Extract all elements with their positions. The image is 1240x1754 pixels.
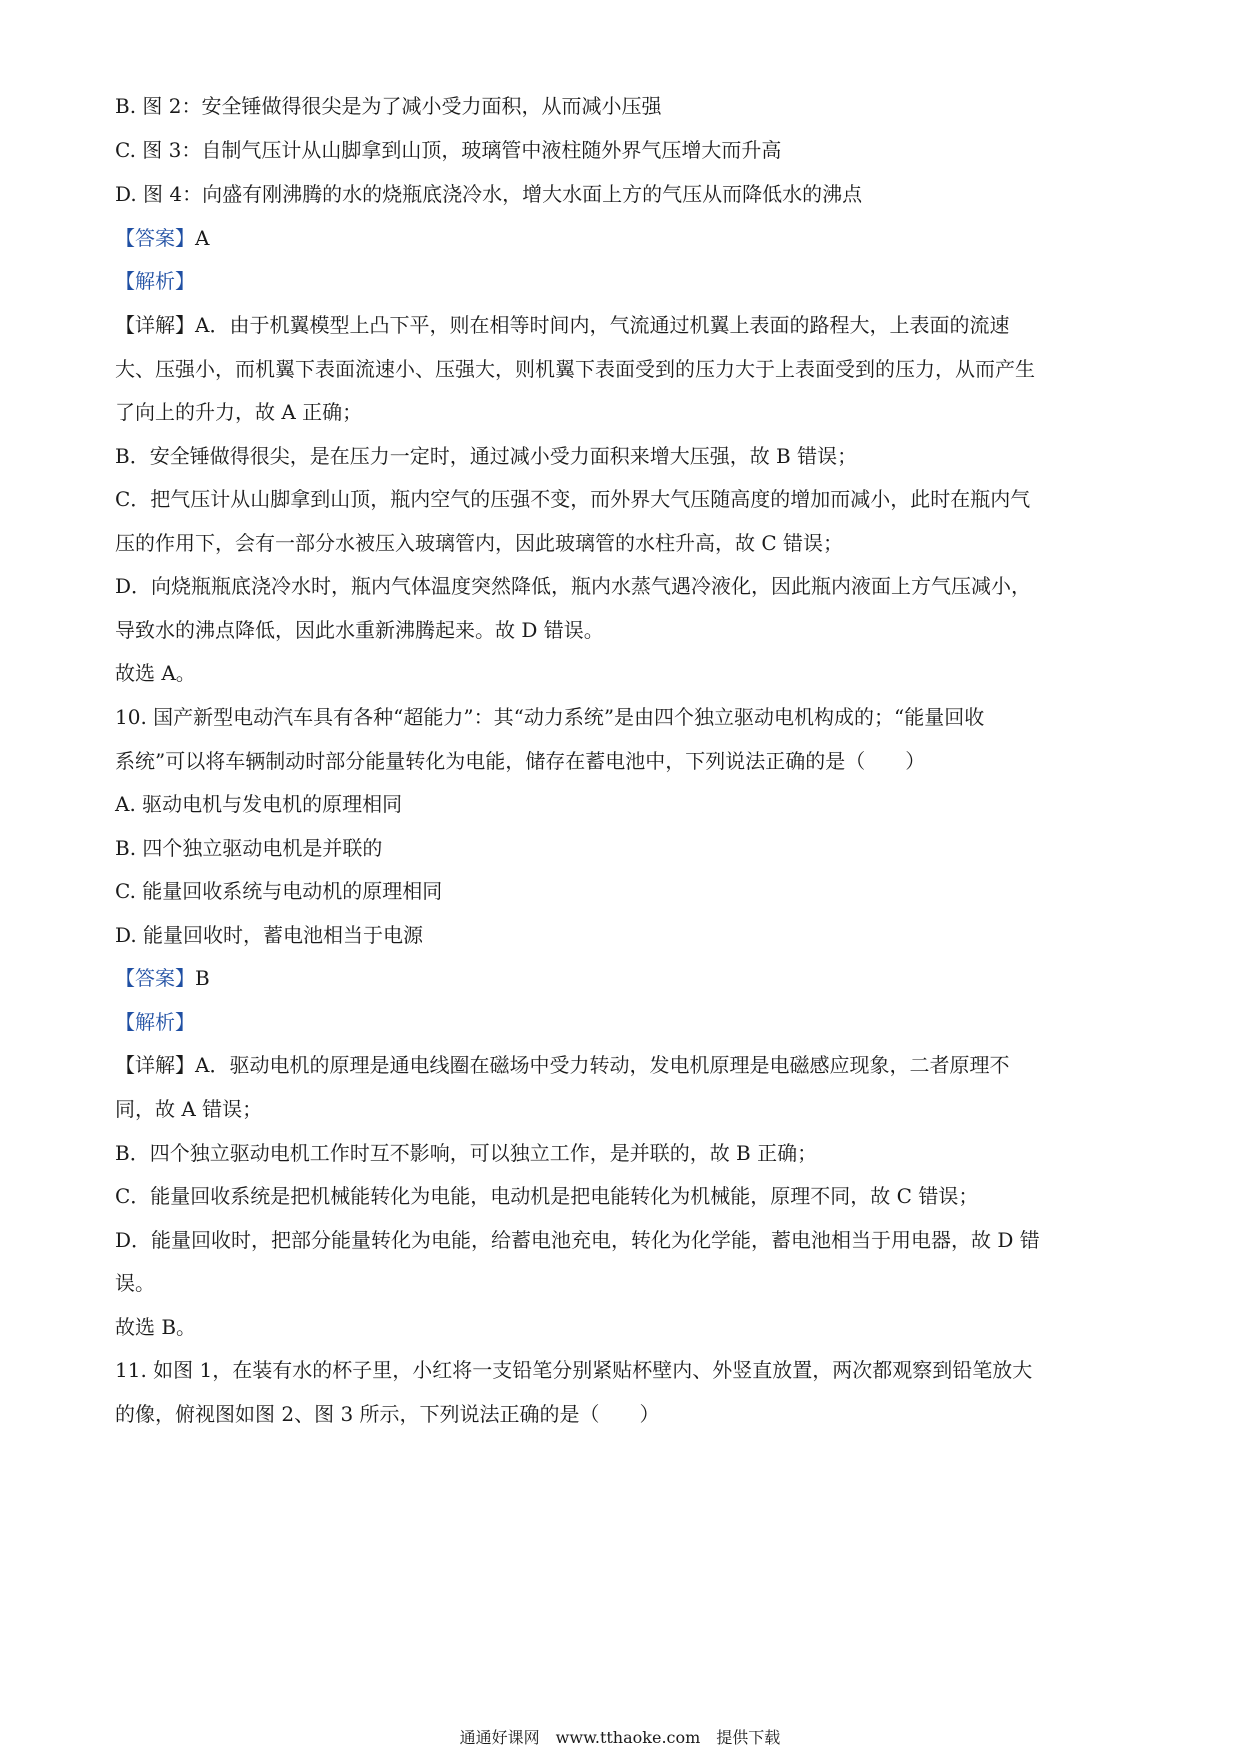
text-line xyxy=(115,181,1125,207)
text-line xyxy=(115,1270,1125,1296)
line-text: C．把气压计从山脚拿到山顶，瓶内空气的压强不变，而外界大气压随高度的增加而减小，此时在瓶内气 xyxy=(115,487,1031,511)
text-line xyxy=(115,1096,1125,1122)
text-line xyxy=(115,312,1125,338)
line-text: D．向烧瓶瓶底浇冷水时，瓶内气体温度突然降低，瓶内水蒸气遇冷液化，因此瓶内液面上方气压减小， xyxy=(115,574,1032,598)
text-line xyxy=(115,835,1125,861)
text-line xyxy=(115,268,1125,294)
line-text: B．安全锤做得很尖，是在压力一定时，通过减小受力面积来增大压强，故 B 错误； xyxy=(115,444,858,468)
text-line xyxy=(115,1183,1125,1209)
text-line xyxy=(115,137,1125,163)
section-label: 【答案】 xyxy=(115,226,195,250)
line-text: 压的作用下，会有一部分水被压入玻璃管内，因此玻璃管的水柱升高，故 C 错误； xyxy=(115,531,844,555)
line-text: C．能量回收系统是把机械能转化为电能，电动机是把电能转化为机械能，原理不同，故 C 错误； xyxy=(115,1184,979,1208)
text-line xyxy=(115,93,1125,119)
text-line xyxy=(115,748,1125,774)
text-line xyxy=(115,704,1125,730)
line-text: 导致水的沸点降低，因此水重新沸腾起来。故 D 错误。 xyxy=(115,618,604,642)
line-text: 的像，俯视图如图 2、图 3 所示，下列说法正确的是（ ） xyxy=(115,1402,660,1426)
section-label: 【解析】 xyxy=(115,1010,195,1034)
line-text: A. 驱动电机与发电机的原理相同 xyxy=(115,792,403,816)
line-text: 【详解】A．驱动电机的原理是通电线圈在磁场中受力转动，发电机原理是电磁感应现象，二者原理不 xyxy=(115,1053,1010,1077)
text-line xyxy=(115,1401,1125,1427)
line-text: D. 能量回收时，蓄电池相当于电源 xyxy=(115,923,424,947)
line-text: 大、压强小，而机翼下表面流速小、压强大，则机翼下表面受到的压力大于上表面受到的压力，从而产生 xyxy=(115,357,1035,381)
text-line xyxy=(115,1052,1125,1078)
text-line xyxy=(115,356,1125,382)
line-text: 11. 如图 1，在装有水的杯子里，小红将一支铅笔分别紧贴杯壁内、外竖直放置，两次都观察到铅笔放大 xyxy=(115,1358,1033,1382)
page-footer: 通通好课网 www.tthaoke.com 提供下载 xyxy=(459,1728,781,1747)
line-text: 系统”可以将车辆制动时部分能量转化为电能，储存在蓄电池中，下列说法正确的是（ ） xyxy=(115,749,926,773)
line-text: A xyxy=(195,226,210,250)
line-text: D. 图 4：向盛有刚沸腾的水的烧瓶底浇冷水，增大水面上方的气压从而降低水的沸点 xyxy=(115,182,863,206)
line-text: B. 四个独立驱动电机是并联的 xyxy=(115,836,383,860)
text-line xyxy=(115,660,1125,686)
line-text: D．能量回收时，把部分能量转化为电能，给蓄电池充电，转化为化学能，蓄电池相当于用电器，故 D 错 xyxy=(115,1228,1040,1252)
section-label: 【答案】 xyxy=(115,966,195,990)
line-text: 故选 A。 xyxy=(115,661,196,685)
line-text: 故选 B。 xyxy=(115,1315,197,1339)
text-line xyxy=(115,791,1125,817)
line-text: B. 图 2：安全锤做得很尖是为了减小受力面积，从而减小压强 xyxy=(115,94,662,118)
section-label: 【解析】 xyxy=(115,269,195,293)
text-line xyxy=(115,530,1125,556)
text-line xyxy=(115,1140,1125,1166)
text-line xyxy=(115,486,1125,512)
line-text: 同，故 A 错误； xyxy=(115,1097,263,1121)
line-text: C. 图 3：自制气压计从山脚拿到山顶，玻璃管中液柱随外界气压增大而升高 xyxy=(115,138,782,162)
line-text: 10. 国产新型电动汽车具有各种“超能力”：其“动力系统”是由四个独立驱动电机构成的；“能量回收 xyxy=(115,705,985,729)
text-line xyxy=(115,965,1125,991)
text-line xyxy=(115,1357,1125,1383)
text-line xyxy=(115,878,1125,904)
text-line xyxy=(115,443,1125,469)
line-text: 了向上的升力，故 A 正确； xyxy=(115,400,363,424)
line-text: 误。 xyxy=(115,1271,155,1295)
text-line xyxy=(115,617,1125,643)
line-text: B xyxy=(195,966,210,990)
line-text: B．四个独立驱动电机工作时互不影响，可以独立工作，是并联的，故 B 正确； xyxy=(115,1141,818,1165)
line-text: 【详解】A．由于机翼模型上凸下平，则在相等时间内，气流通过机翼上表面的路程大，上表面的流速 xyxy=(115,313,1010,337)
text-line xyxy=(115,399,1125,425)
text-line xyxy=(115,1009,1125,1035)
text-line xyxy=(115,225,1125,251)
text-line xyxy=(115,573,1125,599)
text-line xyxy=(115,1227,1125,1253)
text-line xyxy=(115,922,1125,948)
line-text: C. 能量回收系统与电动机的原理相同 xyxy=(115,879,443,903)
text-line xyxy=(115,1314,1125,1340)
